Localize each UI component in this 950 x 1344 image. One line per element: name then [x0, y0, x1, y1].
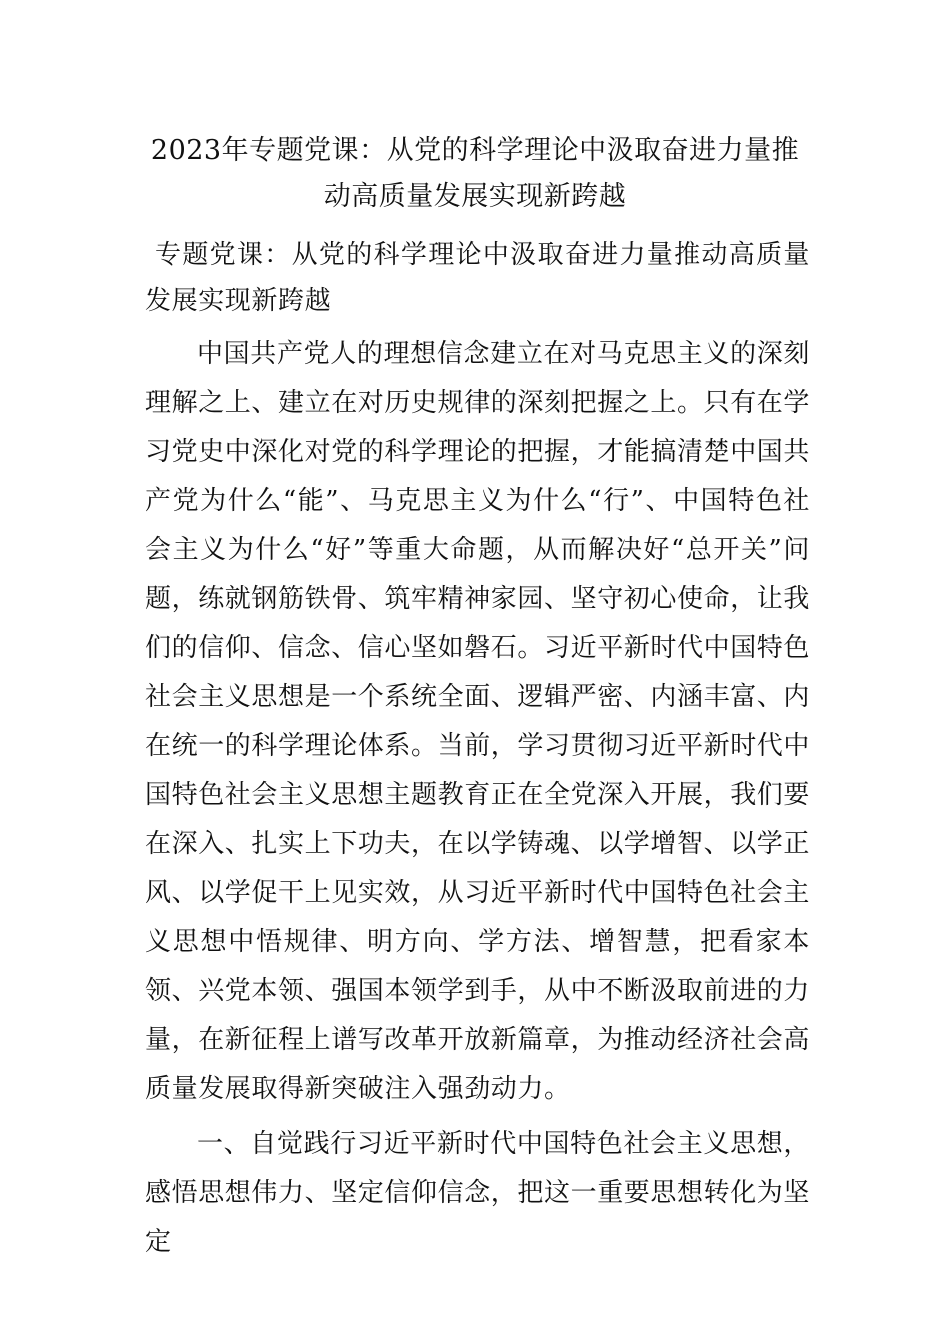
document-title: 2023年专题党课：从党的科学理论中汲取奋进力量推动高质量发展实现新跨越: [150, 135, 800, 212]
body-paragraph: 中国共产党人的理想信念建立在对马克思主义的深刻理解之上、建立在对历史规律的深刻把握之上。只有在学习党史中深化对党的科学理论的把握，才能搞清楚中国共产党为什么“能”、马克思主义为什么“行”、中国特色社会主义为什么“好”等重大命题，从而解决好“总开关”问题，练就钢筋铁骨、筑牢精神家园、坚守初心使命，让我们的信仰、信念、信心坚如磐石。习近平新时代中国特色社会主义思想是一个系统全面、逻辑严密、内涵丰富、内在统一的科学理论体系。当前，学习贯彻习近平新时代中国特色社会主义思想主题教育正在全党深入开展，我们要在深入、扎实上下功夫，在以学铸魂、以学增智、以学正风、以学促干上见实效，从习近平新时代中国特色社会主义思想中悟规律、明方向、学方法、增智慧，把看家本领、兴党本领、强国本领学到手，从中不断汲取前进的力量，在新征程上谱写改革开放新篇章，为推动经济社会高质量发展取得新突破注入强劲动力。: [145, 339, 811, 1104]
document-subtitle: 专题党课：从党的科学理论中汲取奋进力量推动高质量发展实现新跨越: [145, 240, 810, 316]
section-heading-paragraph: 一、自觉践行习近平新时代中国特色社会主义思想，感悟思想伟力、坚定信仰信念，把这一重要思想转化为坚定: [145, 1129, 811, 1257]
